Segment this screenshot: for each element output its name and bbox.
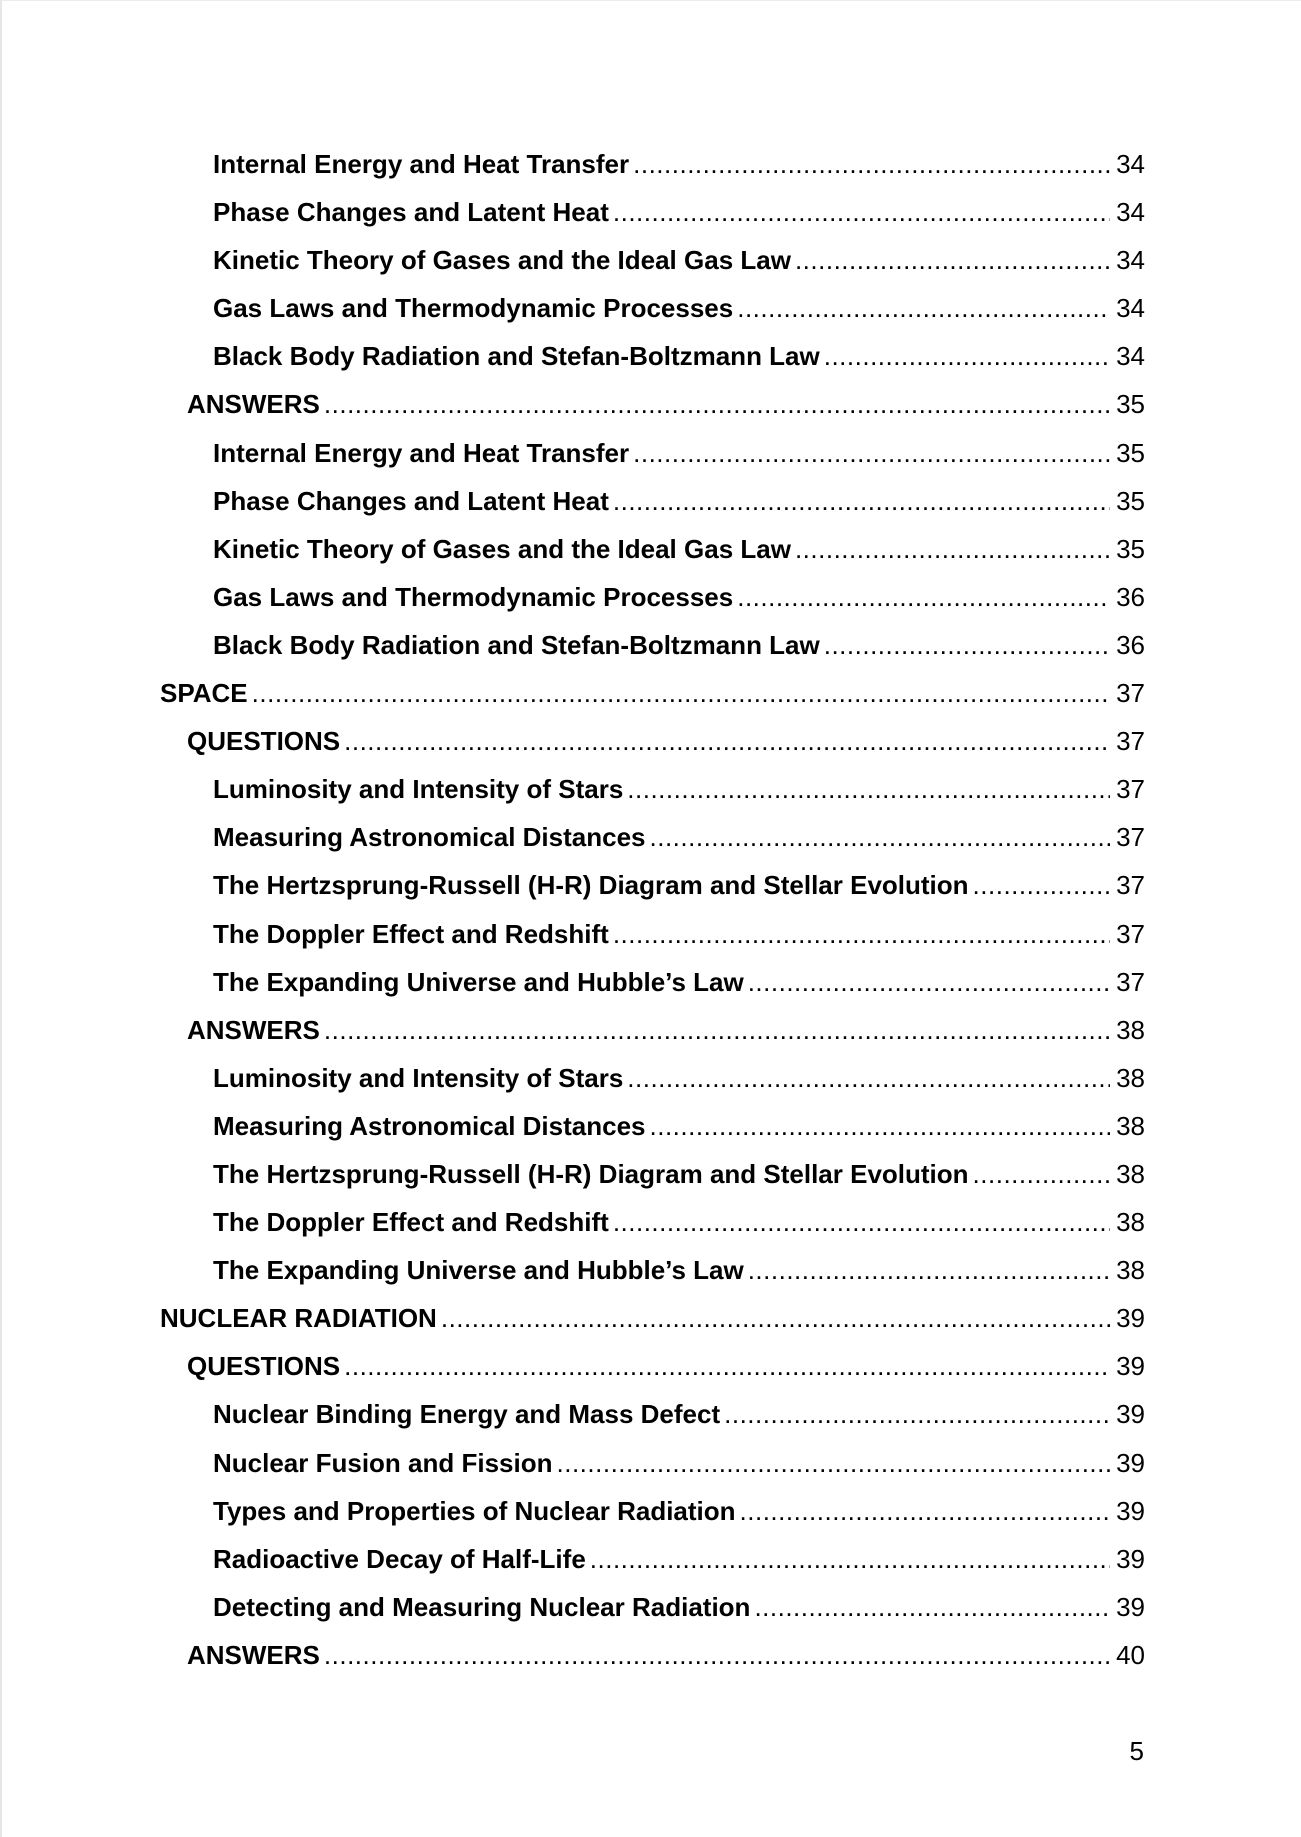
toc-entry-page: 39 xyxy=(1116,1495,1145,1526)
toc-entry-page: 39 xyxy=(1116,1591,1145,1622)
toc-entry[interactable] xyxy=(2,293,1145,341)
toc-dot-leader xyxy=(973,1159,1111,1189)
toc-entry[interactable] xyxy=(2,1255,1145,1303)
toc-entry-page: 35 xyxy=(1116,389,1145,420)
toc-entry-page: 39 xyxy=(1116,1303,1145,1334)
toc-entry-page: 37 xyxy=(1116,726,1145,757)
toc-entry-page: 39 xyxy=(1116,1351,1145,1382)
toc-entry[interactable] xyxy=(2,486,1145,534)
toc-entry[interactable] xyxy=(2,341,1145,389)
toc-entry-title: ANSWERS xyxy=(187,1639,320,1670)
toc-dot-leader xyxy=(324,1640,1110,1670)
toc-entry[interactable] xyxy=(2,197,1145,245)
toc-entry[interactable] xyxy=(2,1303,1145,1351)
toc-entry-title: The Hertzsprung-Russell (H-R) Diagram and Stellar Evolution xyxy=(213,870,969,901)
toc-entry-title: The Hertzsprung-Russell (H-R) Diagram and Stellar Evolution xyxy=(213,1158,969,1189)
toc-entry[interactable] xyxy=(2,774,1145,822)
toc-entry-title: Internal Energy and Heat Transfer xyxy=(213,149,630,179)
toc-entry-page: 39 xyxy=(1116,1447,1145,1478)
toc-entry-title: The Doppler Effect and Redshift xyxy=(213,918,609,949)
toc-entry-title: Black Body Radiation and Stefan-Boltzmann Law xyxy=(213,629,820,660)
toc-entry-title: SPACE xyxy=(160,678,248,709)
toc-dot-leader xyxy=(441,1303,1110,1333)
toc-dot-leader xyxy=(613,919,1110,949)
toc-entry-page: 38 xyxy=(1116,1110,1145,1141)
toc-entry-title: ANSWERS xyxy=(187,1014,320,1045)
toc-entry-page: 34 xyxy=(1116,293,1145,324)
toc-dot-leader xyxy=(824,341,1110,371)
toc-dot-leader xyxy=(737,582,1110,612)
toc-dot-leader xyxy=(633,438,1110,468)
toc-entry-page: 38 xyxy=(1116,1255,1145,1286)
toc-entry[interactable] xyxy=(2,1351,1145,1399)
page-number: 5 xyxy=(1129,1736,1144,1766)
toc-entry[interactable] xyxy=(2,1063,1145,1111)
toc-dot-leader xyxy=(613,486,1110,516)
toc-dot-leader xyxy=(795,245,1110,275)
toc-entry-title: The Doppler Effect and Redshift xyxy=(213,1207,609,1238)
toc-dot-leader xyxy=(737,293,1110,323)
toc-entry-title: QUESTIONS xyxy=(187,726,341,757)
toc-entry[interactable] xyxy=(2,1207,1145,1255)
toc-entry-title: QUESTIONS xyxy=(187,1351,341,1382)
toc-dot-leader xyxy=(627,1063,1110,1093)
toc-entry-title: Gas Laws and Thermodynamic Processes xyxy=(213,581,734,612)
toc-entry[interactable] xyxy=(2,149,1145,197)
toc-entry-page: 37 xyxy=(1116,774,1145,805)
toc-entry[interactable] xyxy=(2,967,1145,1015)
toc-entry-page: 37 xyxy=(1116,966,1145,997)
toc-entry-title: Gas Laws and Thermodynamic Processes xyxy=(213,293,734,324)
toc-entry-page: 37 xyxy=(1116,822,1145,853)
toc-entry[interactable] xyxy=(2,822,1145,870)
toc-dot-leader xyxy=(795,534,1110,564)
toc-entry-page: 35 xyxy=(1116,437,1145,468)
toc-entry-title: Kinetic Theory of Gases and the Ideal Gas Law xyxy=(213,533,791,564)
toc-dot-leader xyxy=(627,774,1110,804)
toc-dot-leader xyxy=(824,630,1110,660)
toc-entry[interactable] xyxy=(2,1399,1145,1447)
toc-entry-title: Measuring Astronomical Distances xyxy=(213,822,646,853)
toc-entry-page: 34 xyxy=(1116,341,1145,372)
toc-entry[interactable] xyxy=(2,1640,1145,1688)
toc-entry[interactable] xyxy=(2,438,1145,486)
toc-entry-title: Nuclear Binding Energy and Mass Defect xyxy=(213,1399,721,1430)
toc-dot-leader xyxy=(754,1592,1110,1622)
toc-dot-leader xyxy=(613,197,1110,227)
toc-entry-page: 34 xyxy=(1116,197,1145,228)
toc-dot-leader xyxy=(973,870,1111,900)
toc-entry-title: Luminosity and Intensity of Stars xyxy=(213,1062,624,1093)
toc-dot-leader xyxy=(650,822,1111,852)
toc-entry-page: 34 xyxy=(1116,149,1145,179)
toc-dot-leader xyxy=(724,1399,1110,1429)
toc-entry[interactable] xyxy=(2,1592,1145,1640)
toc-entry-page: 39 xyxy=(1116,1543,1145,1574)
toc-entry[interactable] xyxy=(2,1448,1145,1496)
toc-entry-page: 34 xyxy=(1116,245,1145,276)
toc-entry[interactable] xyxy=(2,870,1145,918)
toc-entry-page: 39 xyxy=(1116,1399,1145,1430)
toc-dot-leader xyxy=(590,1544,1110,1574)
toc-entry-page: 37 xyxy=(1116,870,1145,901)
toc-dot-leader xyxy=(324,1015,1110,1045)
toc-entry[interactable] xyxy=(2,678,1145,726)
toc-entry-page: 38 xyxy=(1116,1207,1145,1238)
toc-entry-title: NUCLEAR RADIATION xyxy=(160,1303,437,1334)
toc-entry-title: Detecting and Measuring Nuclear Radiation xyxy=(213,1591,751,1622)
toc-entry-title: Nuclear Fusion and Fission xyxy=(213,1447,553,1478)
toc-entry-title: Internal Energy and Heat Transfer xyxy=(213,437,630,468)
toc-dot-leader xyxy=(557,1448,1111,1478)
toc-entry-page: 38 xyxy=(1116,1158,1145,1189)
toc-entry-page: 36 xyxy=(1116,629,1145,660)
toc-entry[interactable] xyxy=(2,245,1145,293)
toc-dot-leader xyxy=(748,967,1110,997)
toc-entry-title: Black Body Radiation and Stefan-Boltzmann Law xyxy=(213,341,820,372)
toc-entry-title: Radioactive Decay of Half-Life xyxy=(213,1543,586,1574)
toc-entry[interactable] xyxy=(2,630,1145,678)
toc-entry-page: 36 xyxy=(1116,581,1145,612)
toc-dot-leader xyxy=(252,678,1110,708)
toc-entry-page: 35 xyxy=(1116,533,1145,564)
toc-entry-title: Types and Properties of Nuclear Radiation xyxy=(213,1495,736,1526)
toc-entry[interactable] xyxy=(2,919,1145,967)
toc-entry-title: Luminosity and Intensity of Stars xyxy=(213,774,624,805)
toc-entry[interactable] xyxy=(2,726,1145,774)
toc-dot-leader xyxy=(324,389,1110,419)
toc-entry-title: The Expanding Universe and Hubble’s Law xyxy=(213,966,744,997)
toc-entry-page: 35 xyxy=(1116,485,1145,516)
toc-entry-page: 38 xyxy=(1116,1014,1145,1045)
toc-entry-page: 40 xyxy=(1116,1639,1145,1670)
toc-dot-leader xyxy=(613,1207,1110,1237)
toc-entry[interactable] xyxy=(2,1544,1145,1592)
toc-dot-leader xyxy=(344,1351,1110,1381)
toc-dot-leader xyxy=(650,1111,1111,1141)
toc-dot-leader xyxy=(740,1496,1111,1526)
toc-entry[interactable] xyxy=(2,1111,1145,1159)
toc-entry[interactable] xyxy=(2,1015,1145,1063)
toc-entry-title: Phase Changes and Latent Heat xyxy=(213,485,609,516)
toc-entry-page: 38 xyxy=(1116,1062,1145,1093)
toc-entry[interactable] xyxy=(2,1496,1145,1544)
toc-entry-title: Measuring Astronomical Distances xyxy=(213,1110,646,1141)
toc-entry-page: 37 xyxy=(1116,918,1145,949)
toc-entry[interactable] xyxy=(2,534,1145,582)
toc-entry-title: The Expanding Universe and Hubble’s Law xyxy=(213,1255,744,1286)
table-of-contents xyxy=(2,149,1301,1688)
toc-entry[interactable] xyxy=(2,389,1145,437)
toc-dot-leader xyxy=(748,1255,1110,1285)
toc-entry[interactable] xyxy=(2,582,1145,630)
toc-entry-page: 37 xyxy=(1116,678,1145,709)
toc-entry[interactable] xyxy=(2,1159,1145,1207)
toc-entry-title: Kinetic Theory of Gases and the Ideal Gas Law xyxy=(213,245,791,276)
toc-dot-leader xyxy=(633,149,1110,179)
toc-entry-title: Phase Changes and Latent Heat xyxy=(213,197,609,228)
toc-entry-title: ANSWERS xyxy=(187,389,320,420)
toc-dot-leader xyxy=(344,726,1110,756)
